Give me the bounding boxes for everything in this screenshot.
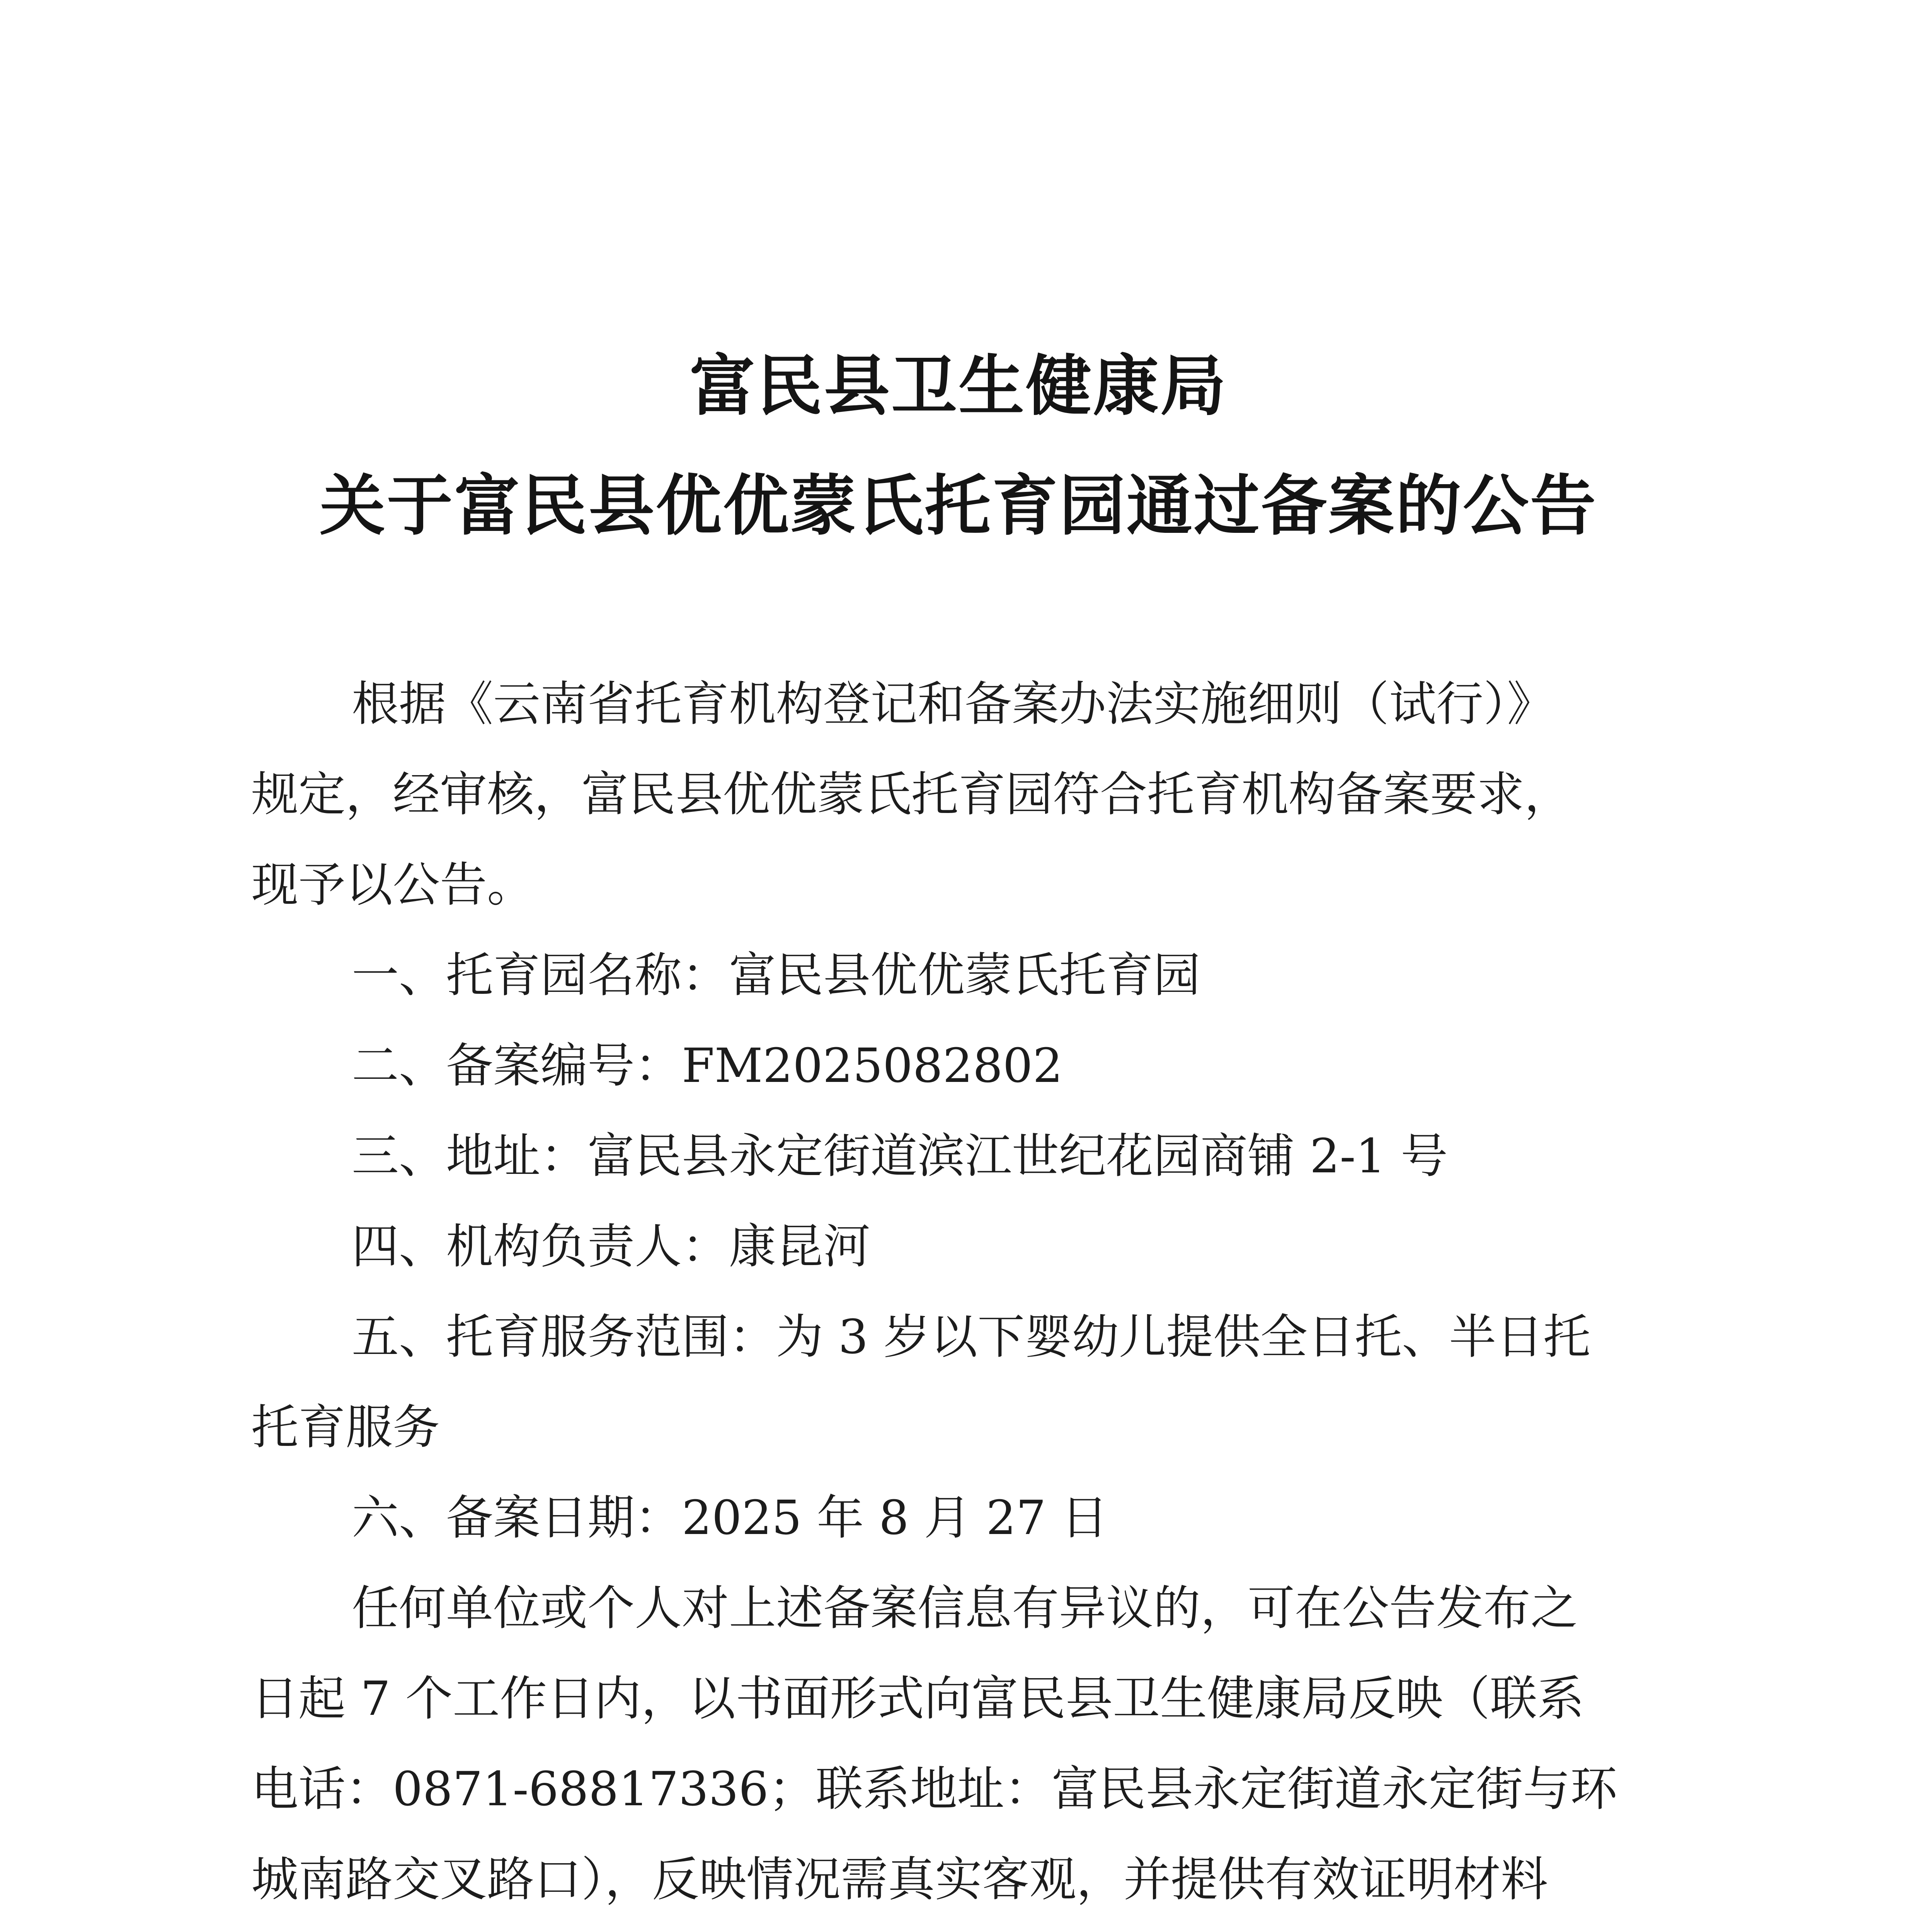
title-line-2: 关于富民县优优蒙氏托育园通过备案的公告 [319,468,1597,544]
objection-line-2: 日起 7 个工作日内，以书面形式向富民县卫生健康局反映（联系 [251,1671,1585,1726]
item-record-number: 二、备案编号：FM2025082802 [352,1038,1063,1093]
item-record-date: 六、备案日期：2025 年 8 月 27 日 [352,1490,1108,1545]
objection-line-4: 城南路交叉路口），反映情况需真实客观，并提供有效证明材料 [251,1852,1548,1907]
item-person-in-charge: 四、机构负责人：康昆河 [352,1219,870,1274]
item-service-scope-line-2: 托育服务 [251,1400,440,1455]
intro-line-2: 规定，经审核，富民县优优蒙氏托育园符合托育机构备案要求， [251,767,1571,822]
objection-line-3: 电话：0871-68817336；联系地址：富民县永定街道永定街与环 [251,1762,1617,1816]
item-name: 一、托育园名称：富民县优优蒙氏托育园 [352,948,1200,1003]
item-service-scope-line-1: 五、托育服务范围：为 3 岁以下婴幼儿提供全日托、半日托 [352,1310,1591,1364]
title-line-1: 富民县卫生健康局 [689,348,1227,425]
intro-line-3: 现予以公告。 [251,857,534,912]
objection-line-5 [251,1925,534,1932]
item-address: 三、地址：富民县永定街道滨江世纪花园商铺 2-1 号 [352,1129,1448,1184]
intro-line-1: 根据《云南省托育机构登记和备案办法实施细则（试行）》 [352,677,1554,731]
objection-line-1: 任何单位或个人对上述备案信息有异议的，可在公告发布之 [352,1581,1578,1636]
